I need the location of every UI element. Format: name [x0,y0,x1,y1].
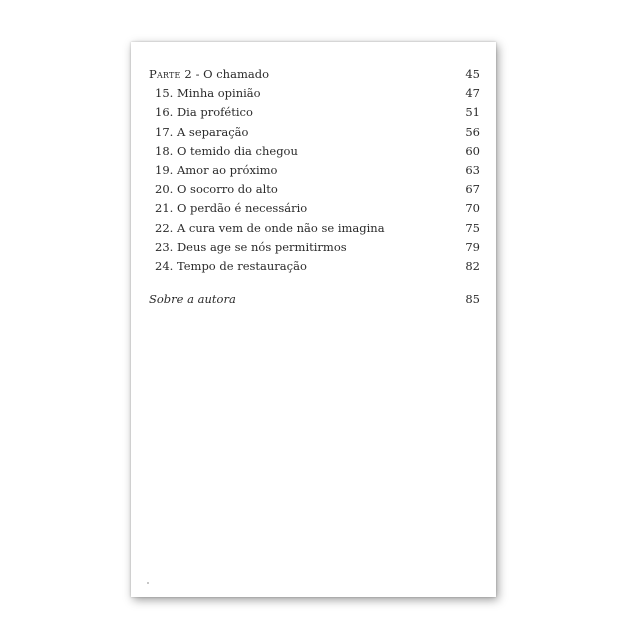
chapter-page-number: 63 [465,162,480,177]
toc-chapter-row [149,180,480,199]
toc-chapter-row [149,142,480,161]
toc-chapter-row [149,219,480,238]
chapter-number: 24. [155,258,174,273]
chapter-page-number: 56 [465,124,480,139]
book-page [131,42,496,597]
chapter-title: O perdão é necessário [176,201,308,216]
part-label: Parte 2 [149,67,192,81]
chapter-entry [149,219,465,238]
toc-chapter-row [149,199,480,218]
chapter-title: Deus age se nós permitirmos [176,239,347,254]
chapter-title: O socorro do alto [176,182,278,197]
chapter-entry [149,161,465,180]
chapter-page-number: 70 [465,201,480,216]
chapter-page-number: 82 [465,258,480,273]
chapter-title: Dia profético [176,105,253,120]
part-title: O chamado [203,67,269,81]
chapter-number: 22. [155,220,174,235]
toc-chapter-row [149,84,480,103]
chapter-number: 23. [155,239,174,254]
chapter-title: Minha opinião [176,86,261,101]
part-separator: - [191,67,204,81]
chapter-entry [149,142,465,161]
chapter-entry [149,84,465,103]
chapter-page-number: 60 [465,143,480,158]
chapter-title: O temido dia chegou [176,143,298,158]
about-author-page-number: 85 [465,292,480,307]
part-heading-text [149,65,465,84]
toc-about-author [149,290,480,309]
chapter-title: A cura vem de onde não se imagina [176,220,385,235]
about-author-title: Sobre a autora [149,292,236,307]
chapter-title: Amor ao próximo [176,162,278,177]
chapter-page-number: 67 [465,182,480,197]
toc-part-heading [149,65,480,84]
chapter-page-number: 47 [465,86,480,101]
chapter-entry [149,257,465,276]
paper-speck [147,582,149,584]
chapter-number: 20. [155,182,174,197]
toc-chapter-row [149,238,480,257]
toc-chapter-row [149,103,480,122]
part-page-number: 45 [465,67,480,81]
chapter-list [149,84,480,276]
section-gap [149,276,480,290]
chapter-page-number: 75 [465,220,480,235]
toc-chapter-row [149,257,480,276]
chapter-entry [149,180,465,199]
table-of-contents [149,65,480,309]
chapter-number: 17. [155,124,174,139]
toc-chapter-row [149,123,480,142]
chapter-number: 15. [155,86,174,101]
chapter-title: Tempo de restauração [176,258,307,273]
chapter-page-number: 79 [465,239,480,254]
chapter-number: 19. [155,162,174,177]
toc-chapter-row [149,161,480,180]
chapter-entry [149,238,465,257]
chapter-title: A separação [176,124,249,139]
chapter-entry [149,199,465,218]
chapter-entry [149,103,465,122]
chapter-number: 16. [155,105,174,120]
chapter-number: 21. [155,201,174,216]
chapter-page-number: 51 [465,105,480,120]
chapter-number: 18. [155,143,174,158]
chapter-entry [149,123,465,142]
